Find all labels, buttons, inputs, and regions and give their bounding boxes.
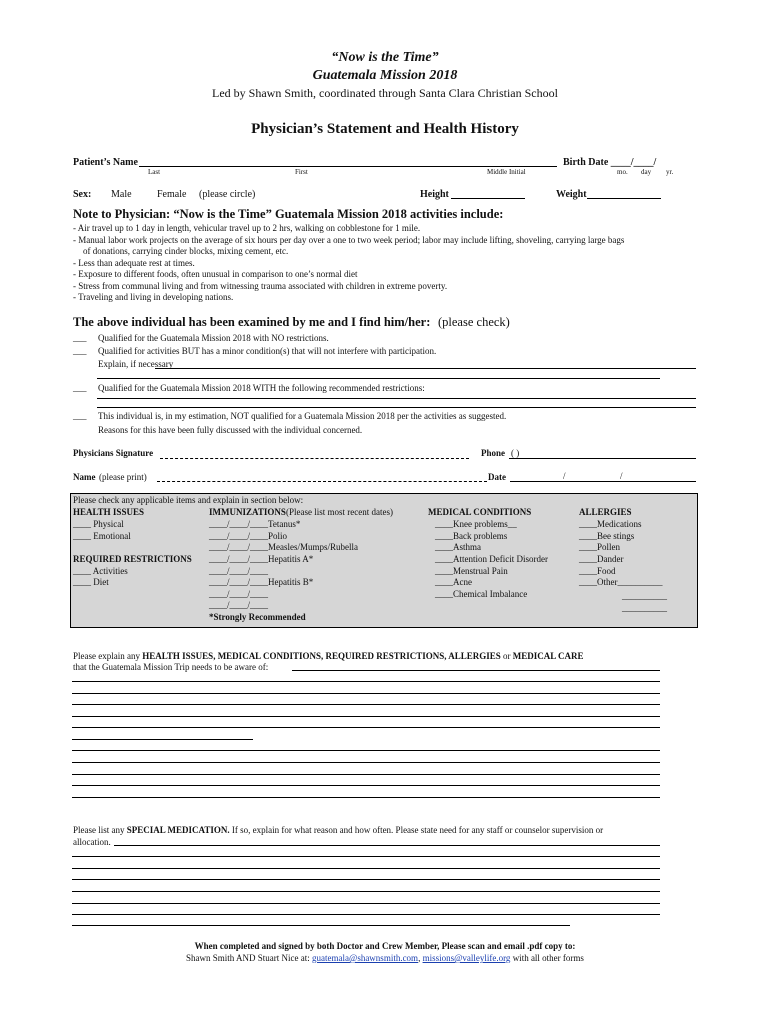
page-title: Physician’s Statement and Health History — [251, 121, 519, 137]
sub-mo: mo. — [617, 168, 628, 176]
answer-line[interactable] — [72, 762, 660, 763]
email-link-guatemala[interactable]: guatemala@shawnsmith.com — [312, 953, 419, 963]
note-item: - Traveling and living in developing nations. — [73, 292, 234, 302]
exam-check-1[interactable]: ___ — [73, 333, 87, 343]
checklist-intro: Please check any applicable items and explain in section below: — [73, 495, 304, 505]
immunization-item[interactable]: ____/____/____Hepatitis B* — [209, 577, 314, 587]
immunization-item[interactable]: ____/____/____ — [209, 566, 269, 576]
medical-condition-item[interactable]: ____Chemical Imbalance — [435, 589, 528, 599]
note-item: - Air travel up to 1 day in length, vehicular travel up to 2 hrs, walking on cobblestone for 1 mile. — [73, 223, 421, 233]
print-name-note: (please print) — [99, 472, 147, 482]
immunization-item[interactable]: ____/____/____Tetanus* — [209, 519, 301, 529]
answer-line[interactable] — [72, 739, 253, 740]
header-line-2: Guatemala Mission 2018 — [312, 68, 458, 83]
exam-explain-line-2[interactable] — [97, 378, 660, 379]
medical-condition-item[interactable]: ____Asthma — [435, 542, 481, 552]
restrictions-heading: REQUIRED RESTRICTIONS — [73, 554, 192, 564]
exam-check-4[interactable]: ___ — [73, 411, 87, 421]
sub-first: First — [295, 168, 308, 176]
sub-middle: Middle Initial — [487, 168, 526, 176]
sub-yr: yr. — [666, 168, 674, 176]
note-item: - Less than adequate rest at times. — [73, 258, 195, 268]
strongly-recommended-note: *Strongly Recommended — [209, 612, 306, 622]
exam-explain-field[interactable] — [155, 368, 696, 369]
phone-label: Phone — [481, 448, 506, 458]
restriction-item[interactable]: ____ Activities — [73, 566, 128, 576]
immunizations-heading: IMMUNIZATIONS — [209, 507, 286, 517]
exam-option-4b: Reasons for this have been fully discussed with the individual concerned. — [98, 425, 363, 435]
medical-condition-item[interactable]: ____Back problems — [435, 531, 508, 541]
phone-paren: ( ) — [511, 448, 520, 458]
exam-restrictions-line-1[interactable] — [97, 398, 696, 399]
medical-condition-item[interactable]: ____Menstrual Pain — [435, 566, 508, 576]
birth-date-field[interactable]: Birth Date ____/____/ — [563, 157, 657, 168]
immunization-item[interactable]: ____/____/____ — [209, 589, 269, 599]
answer-line[interactable] — [72, 914, 660, 915]
sex-label: Sex: — [73, 189, 92, 200]
medical-condition-item[interactable]: ____Knee problems__ — [435, 519, 517, 529]
note-item: of donations, carrying cinder blocks, mixing cement, etc. — [83, 246, 289, 256]
exam-option-2: Qualified for activities BUT has a minor condition(s) that will not interfere with participation. — [98, 346, 437, 356]
sub-day: day — [641, 168, 652, 176]
note-heading: Note to Physician: “Now is the Time” Guatemala Mission 2018 activities include: — [73, 207, 504, 221]
exam-restrictions-line-2[interactable] — [97, 407, 696, 408]
date-field[interactable] — [510, 481, 696, 482]
answer-line[interactable] — [114, 845, 660, 846]
health-issues-heading: HEALTH ISSUES — [73, 507, 144, 517]
health-issue-item[interactable]: ____ Emotional — [73, 531, 131, 541]
immunization-item[interactable]: ____/____/____Measles/Mumps/Rubella — [209, 542, 358, 552]
health-issue-item[interactable]: ____ Physical — [73, 519, 124, 529]
header-line-3: Led by Shawn Smith, coordinated through Santa Clara Christian School — [212, 86, 558, 100]
sex-male[interactable]: Male — [111, 189, 132, 200]
sub-last: Last — [148, 168, 161, 176]
allergy-item[interactable]: ____Pollen — [579, 542, 621, 552]
answer-line[interactable] — [72, 716, 660, 717]
exam-explain-label: Explain, if necessary — [98, 359, 174, 369]
footer-line-1: When completed and signed by both Doctor and Crew Member, Please scan and email .pdf copy to: — [194, 941, 576, 951]
answer-line[interactable] — [72, 891, 660, 892]
email-link-missions[interactable]: missions@valleylife.org — [422, 953, 511, 963]
exam-heading: The above individual has been examined by me and I find him/her: — [73, 315, 431, 329]
answer-line[interactable] — [72, 903, 660, 904]
immunization-item[interactable]: ____/____/____ — [209, 600, 269, 610]
height-field[interactable] — [451, 198, 525, 199]
answer-line[interactable] — [72, 785, 660, 786]
immunization-item[interactable]: ____/____/____Polio — [209, 531, 288, 541]
patient-name-label: Patient’s Name — [73, 157, 138, 168]
answer-line[interactable] — [72, 750, 660, 751]
medication-prompt: Please list any SPECIAL MEDICATION. If so, explain for what reason and how often. Please state need for any staff or counselor supervision or — [73, 825, 604, 835]
immunizations-note: (Please list most recent dates) — [286, 507, 393, 517]
answer-line[interactable] — [292, 670, 660, 671]
exam-option-3: Qualified for the Guatemala Mission 2018 WITH the following recommended restrictions: — [98, 383, 425, 393]
allergy-item[interactable]: ____Medications — [579, 519, 642, 529]
date-slash-2: / — [620, 471, 623, 481]
answer-line[interactable] — [72, 868, 660, 869]
weight-field[interactable] — [587, 198, 661, 199]
footer-line-2: Shawn Smith AND Stuart Nice at: guatemala@shawnsmith.com, missions@valleylife.org with all other forms — [186, 953, 584, 963]
medical-condition-item[interactable]: ____Attention Deficit Disorder — [435, 554, 548, 564]
signature-label: Physicians Signature — [73, 448, 154, 458]
exam-check-2[interactable]: ___ — [73, 346, 87, 356]
allergy-other-line[interactable]: __________ — [622, 603, 667, 613]
sex-female[interactable]: Female — [157, 189, 187, 200]
header-line-1: “Now is the Time” — [331, 50, 439, 65]
signature-field[interactable] — [160, 458, 469, 459]
patient-name-field[interactable] — [139, 166, 557, 167]
allergy-item[interactable]: ____Other__________ — [579, 577, 663, 587]
exam-option-4: This individual is, in my estimation, NOT qualified for a Guatemala Mission 2018 per the activities as suggested. — [98, 411, 507, 421]
medical-conditions-heading: MEDICAL CONDITIONS — [428, 507, 532, 517]
weight-label: Weight — [556, 189, 587, 200]
exam-heading-note: (please check) — [438, 315, 510, 329]
answer-line[interactable] — [72, 797, 660, 798]
answer-line[interactable] — [72, 879, 660, 880]
answer-line[interactable] — [72, 774, 660, 775]
print-name-label: Name — [73, 472, 96, 482]
note-item: - Exposure to different foods, often unusual in comparison to one’s normal diet — [73, 269, 358, 279]
answer-line[interactable] — [72, 727, 660, 728]
medical-condition-item[interactable]: ____Acne — [435, 577, 472, 587]
date-slash-1: / — [563, 471, 566, 481]
allergy-item[interactable]: ____Food — [579, 566, 616, 576]
restriction-item[interactable]: ____ Diet — [73, 577, 109, 587]
allergy-item[interactable]: ____Bee stings — [579, 531, 635, 541]
answer-line[interactable] — [72, 704, 660, 705]
phone-field[interactable] — [509, 458, 696, 459]
allergies-heading: ALLERGIES — [579, 507, 632, 517]
immunization-item[interactable]: ____/____/____Hepatitis A* — [209, 554, 314, 564]
note-item: - Stress from communal living and from witnessing trauma associated with children in extreme poverty. — [73, 281, 448, 291]
medication-prompt-2: allocation. — [73, 837, 111, 847]
note-item: - Manual labor work projects on the average of six hours per day over a one to two week period; labor may include lifting, shoveling, carrying large bags — [73, 235, 625, 245]
allergy-item[interactable]: ____Dander — [579, 554, 624, 564]
answer-line[interactable] — [72, 925, 570, 926]
sex-circle-note: (please circle) — [199, 189, 256, 200]
answer-line[interactable] — [72, 693, 660, 694]
height-label: Height — [420, 189, 449, 200]
answer-line[interactable] — [72, 681, 660, 682]
exam-option-1: Qualified for the Guatemala Mission 2018 with NO restrictions. — [98, 333, 329, 343]
answer-line[interactable] — [72, 856, 660, 857]
print-name-field[interactable] — [157, 481, 487, 482]
explain-prompt: Please explain any HEALTH ISSUES, MEDICAL CONDITIONS, REQUIRED RESTRICTIONS, ALLERGIES or MEDICAL CARE — [73, 651, 584, 661]
exam-check-3[interactable]: ___ — [73, 383, 87, 393]
explain-prompt-2: that the Guatemala Mission Trip needs to be aware of: — [73, 662, 269, 672]
allergy-other-line[interactable]: __________ — [622, 591, 667, 601]
date-label: Date — [488, 472, 506, 482]
